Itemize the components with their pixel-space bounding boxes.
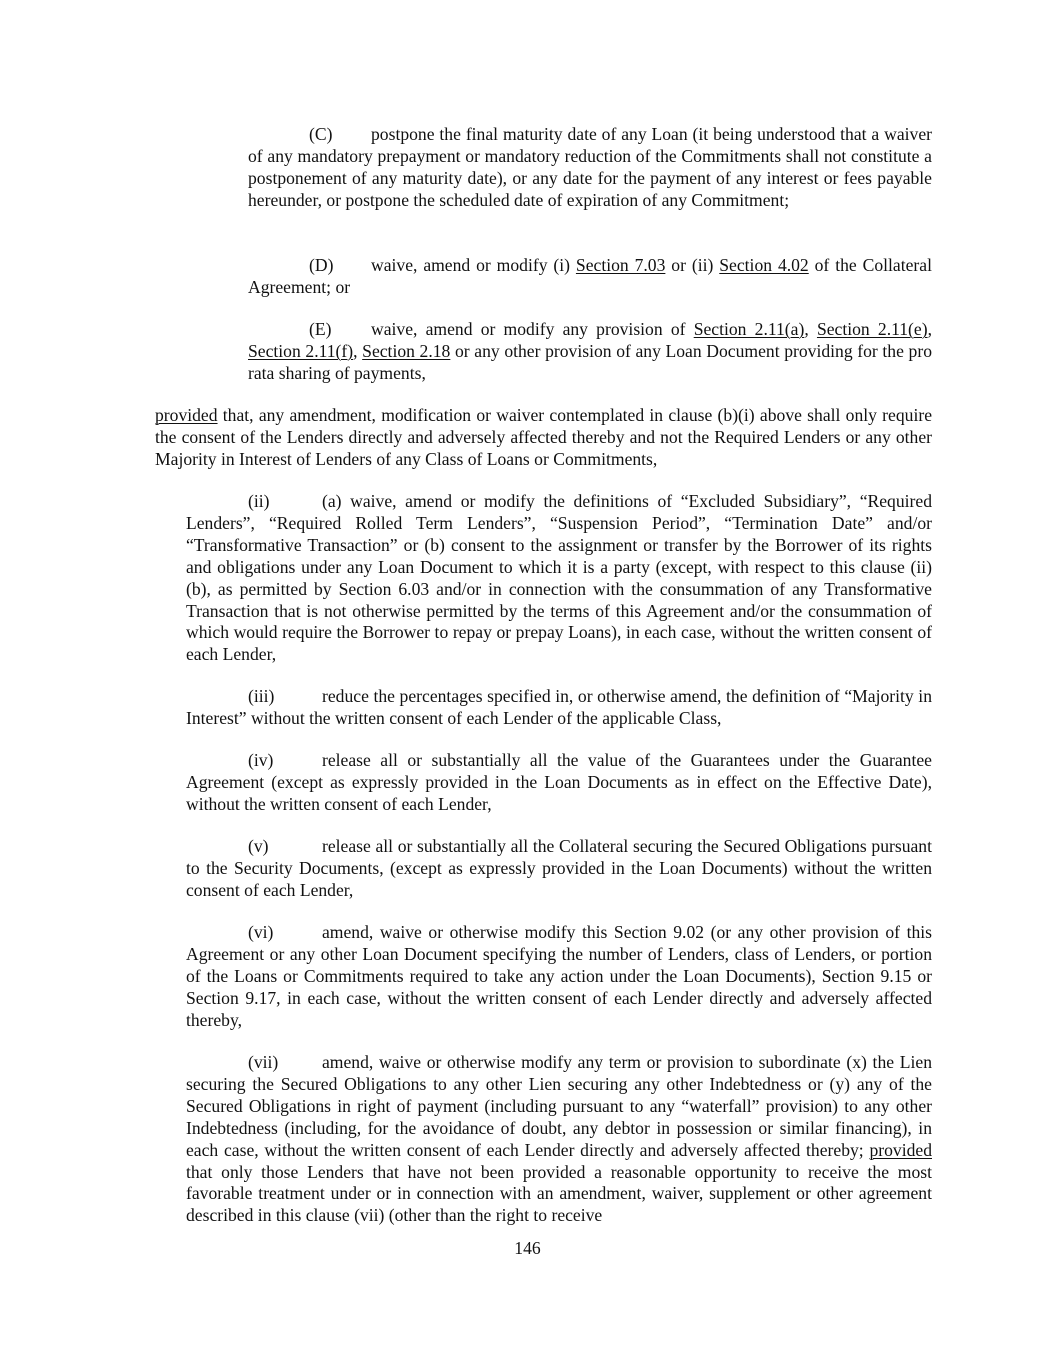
item-text: (a) waive, amend or modify the definitions of “Excluded Subsidiary”, “Required Lenders”, “Required Rolled Term Lenders”, “Suspension Period”, “Termination Date” and/or “Transformative Transaction” or (b) consent to the assignment or transfer by the Borrower of its rights and obligations under any Loan Document to which it is a party (except, with respect to this clause (ii)(b), as permitted by Section 6.03 and/or in connection with the consummation of any Transformative Transaction that is not otherwise permitted by the terms of this Agreement and/or the consummation of which would require the Borrower to repay or prepay Loans), in each case, without the written consent of each Lender,	[186, 491, 932, 665]
clause-text: postpone the final maturity date of any Loan (it being understood that a waiver of any mandatory prepayment or mandatory reduction of the Commitments shall not constitute a postponement of any maturity date), or any date for the payment of any interest or fees payable hereunder, or postpone the scheduled date of expiration of any Commitment;	[248, 124, 932, 210]
clause-text: waive, amend or modify (i)	[371, 255, 576, 275]
clause-text: or (ii)	[665, 255, 720, 275]
clause-c	[248, 124, 932, 212]
item-text: reduce the percentages specified in, or otherwise amend, the definition of “Majority in Interest” without the written consent of each Lender of the applicable Class,	[186, 686, 932, 728]
item-vii	[186, 1052, 932, 1227]
item-text: that only those Lenders that have not been provided a reasonable opportunity to receive the most favorable treatment under or in connection with an amendment, waiver, supplement or other agreement described in this clause (vii) (other than the right to receive	[186, 1161, 932, 1226]
section-reference: Section 7.03	[575, 255, 666, 275]
item-label: (iv)	[248, 750, 274, 770]
item-text: release all or substantially all the Collateral securing the Secured Obligations pursuant to the Security Documents, (except as expressly provided in the Loan Documents) without the written consent of each Lender,	[186, 836, 932, 900]
clause-label: (D)	[309, 255, 334, 275]
clause-text: or any other provision of any Loan Document providing for the pro rata sharing of payments,	[248, 340, 932, 383]
clause-text: ,	[353, 340, 363, 361]
item-label: (vii)	[248, 1052, 279, 1072]
page-number: 146	[514, 1238, 541, 1258]
item-iii	[186, 686, 932, 730]
section-reference: Section 2.11(f)	[248, 340, 354, 361]
item-vi	[186, 922, 932, 1032]
section-reference: Section 2.18	[362, 340, 451, 361]
proviso-keyword: provided	[869, 1139, 932, 1160]
proviso-paragraph	[155, 405, 932, 471]
item-text: amend, waive or otherwise modify this Section 9.02 (or any other provision of this Agreement or any other Loan Document specifying the number of Lenders, class of Lenders, or portion of the Loans or Commitments required to take any action under the Loan Documents), Section 9.15 or Section 9.17, in each case, without the written consent of each Lender directly and adversely affected thereby,	[186, 922, 932, 1030]
proviso-text: that, any amendment, modification or waiver contemplated in clause (b)(i) above shall only require the consent of the Lenders directly and adversely affected thereby and not the Required Lenders or any other Majority in Interest of Lenders of any Class of Loans or Commitments,	[155, 405, 932, 469]
item-iv	[186, 750, 932, 816]
item-label: (iii)	[248, 686, 275, 706]
section-reference: Section 4.02	[719, 255, 809, 275]
item-label: (ii)	[248, 491, 270, 511]
item-label: (v)	[248, 836, 269, 856]
clause-text: waive, amend or modify any provision of	[371, 319, 694, 339]
item-text: amend, waive or otherwise modify any term or provision to subordinate (x) the Lien securing the Secured Obligations to any other Lien securing any other Indebtedness or (y) any of the Secured Obligations in right of payment (including pursuant to any “waterfall” provision) to any other Indebtedness (including, for the avoidance of doubt, any debtor in possession or similar financing), in each case, without the written consent of each Lender directly and adversely affected thereby;	[186, 1052, 932, 1160]
item-text: release all or substantially all the value of the Guarantees under the Guarantee Agreement (except as expressly provided in the Loan Documents as in effect on the Effective Date), without the written consent of each Lender,	[186, 750, 932, 814]
clause-d	[248, 255, 932, 299]
item-v	[186, 836, 932, 902]
section-reference: Section 2.11(e)	[816, 319, 928, 339]
proviso-keyword: provided	[155, 405, 218, 425]
clause-text: ,	[804, 319, 817, 339]
clause-label: (C)	[309, 124, 333, 144]
clause-e	[248, 319, 932, 385]
clause-label: (E)	[309, 319, 332, 339]
section-reference: Section 2.11(a)	[693, 319, 805, 339]
clause-text: ,	[927, 319, 932, 339]
clause-text: of the Collateral Agreement; or	[248, 255, 932, 297]
item-ii	[186, 491, 932, 666]
item-label: (vi)	[248, 922, 274, 942]
